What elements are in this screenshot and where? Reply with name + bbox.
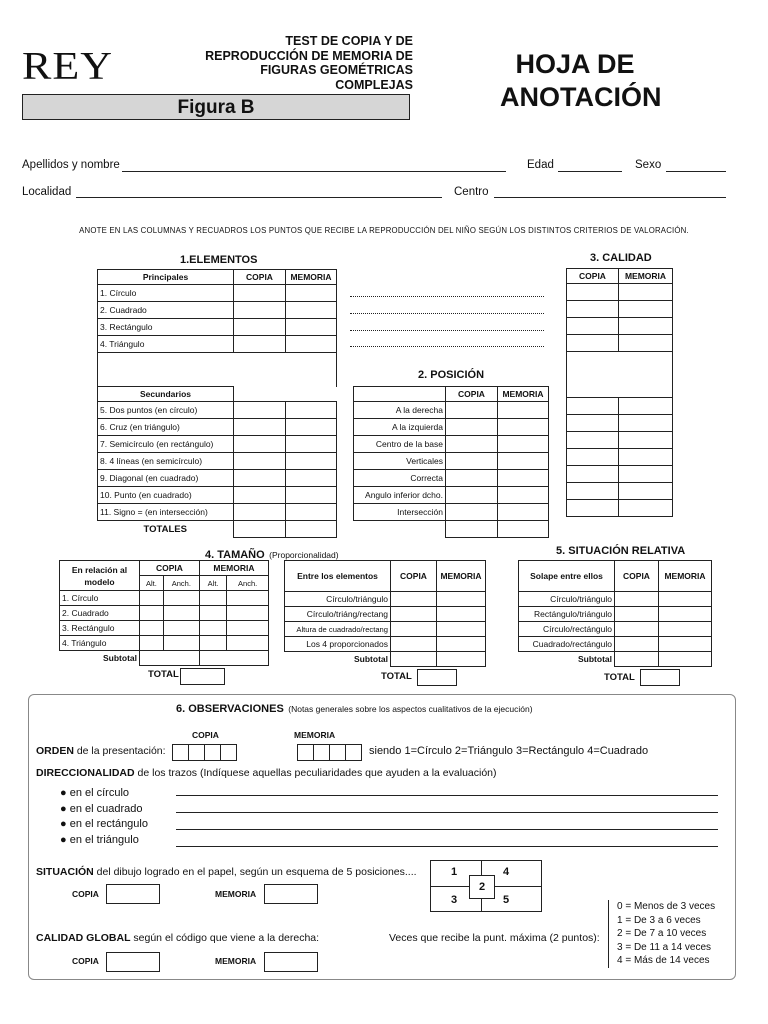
cell-copia[interactable]: [391, 622, 437, 637]
total-copia[interactable]: [446, 521, 498, 538]
spacer-row: [98, 353, 337, 387]
table-row-label: 3. Rectángulo: [60, 621, 140, 636]
orden-label: ORDEN de la presentación:: [36, 745, 166, 757]
position-2: 2: [469, 875, 495, 899]
sit-copia-label: COPIA: [72, 889, 99, 899]
field-label-sexo: Sexo: [635, 159, 662, 171]
cell-copia[interactable]: [446, 436, 498, 453]
field-centro[interactable]: [494, 197, 726, 198]
table-row-label: 6. Cruz (en triángulo): [98, 419, 234, 436]
cell-memoria[interactable]: [619, 301, 673, 318]
subtotal-memoria[interactable]: [659, 652, 712, 667]
orden-note: siendo 1=Círculo 2=Triángulo 3=Rectángulo 4=Cuadrado: [369, 745, 649, 757]
col-memoria: MEMORIA: [619, 269, 673, 284]
cell-memoria[interactable]: [437, 622, 486, 637]
tamano-elem-total-box[interactable]: [417, 669, 457, 686]
tamano-modelo-table: [59, 560, 269, 666]
cell[interactable]: [227, 606, 269, 621]
list-item: 1 = De 3 a 6 veces: [617, 914, 701, 926]
sit-memoria-box[interactable]: [264, 884, 318, 904]
tamano-total-box[interactable]: [180, 668, 225, 685]
field-edad[interactable]: [558, 171, 622, 172]
spacer-cell: [567, 352, 673, 398]
cell-copia[interactable]: [234, 436, 286, 453]
cell[interactable]: [227, 621, 269, 636]
subtotal-copia[interactable]: [391, 652, 437, 667]
col-alt: Alt.: [140, 576, 164, 591]
cell[interactable]: [199, 621, 226, 636]
cell-copia[interactable]: [234, 336, 286, 353]
cell-memoria[interactable]: [498, 487, 549, 504]
cell-memoria[interactable]: [619, 284, 673, 301]
cell[interactable]: [140, 621, 164, 636]
field-label-centro: Centro: [454, 186, 489, 198]
table-row-label: Altura de cuadrado/rectang: [285, 622, 391, 637]
table-row-label: 9. Diagonal (en cuadrado): [98, 470, 234, 487]
tamano-elem-total-label: TOTAL: [381, 671, 412, 682]
tamano-subtitle: (Proporcionalidad): [269, 550, 339, 560]
total-memoria[interactable]: [498, 521, 549, 538]
list-item: 2 = De 7 a 10 veces: [617, 928, 707, 939]
cell-memoria[interactable]: [498, 419, 549, 436]
cell-copia[interactable]: [567, 318, 619, 335]
cell-memoria[interactable]: [286, 285, 337, 302]
cell[interactable]: [163, 621, 199, 636]
col-memoria: MEMORIA: [199, 561, 268, 576]
position-5: 5: [503, 894, 510, 906]
cell-copia[interactable]: [567, 466, 619, 483]
line-rectangulo[interactable]: [176, 829, 718, 830]
cell[interactable]: [140, 636, 164, 651]
table-row-label: 7. Semicírculo (en rectángulo): [98, 436, 234, 453]
cell-copia[interactable]: [234, 319, 286, 336]
cell-copia[interactable]: [615, 637, 659, 652]
calidad-table: [566, 268, 673, 517]
table-row-label: Cuadrado/rectángulo: [519, 637, 615, 652]
cell-memoria[interactable]: [619, 500, 673, 517]
sheet-title: HOJA DE ANOTACIÓN: [500, 49, 662, 112]
sit-memoria-label: MEMORIA: [215, 889, 257, 899]
cell-memoria[interactable]: [619, 415, 673, 432]
total-memoria[interactable]: [286, 521, 337, 538]
cell-memoria[interactable]: [286, 436, 337, 453]
cal-memoria-box[interactable]: [264, 952, 318, 972]
field-localidad[interactable]: [76, 197, 442, 198]
subtotal-memoria[interactable]: [437, 652, 486, 667]
cell-memoria[interactable]: [619, 335, 673, 352]
cell-copia[interactable]: [615, 592, 659, 607]
cell-memoria[interactable]: [286, 453, 337, 470]
direccionalidad-label: DIRECCIONALIDAD de los trazos (Indíquese aquellas peculiaridades que ayuden a la evaluación): [36, 767, 497, 779]
tamano-title: 4. TAMAÑO: [205, 549, 265, 561]
cell-memoria[interactable]: [619, 432, 673, 449]
field-label-edad: Edad: [527, 159, 554, 171]
cell-copia[interactable]: [234, 402, 286, 419]
secundarios-header: Secundarios: [98, 387, 234, 402]
sit-copia-box[interactable]: [106, 884, 160, 904]
col-anch: Anch.: [227, 576, 269, 591]
col-alt: Alt.: [199, 576, 226, 591]
situacion-total-box[interactable]: [640, 669, 680, 686]
cell-memoria[interactable]: [286, 302, 337, 319]
field-label-localidad: Localidad: [22, 186, 72, 198]
list-item: 4 = Más de 14 veces: [617, 955, 710, 966]
list-item: ● en el rectángulo: [60, 818, 148, 830]
direccionalidad-list: [60, 786, 148, 848]
subtotal-memoria[interactable]: [199, 651, 268, 666]
cell-memoria[interactable]: [286, 319, 337, 336]
dotted-line: [350, 330, 544, 331]
situacion-total-label: TOTAL: [604, 672, 635, 683]
blank: [234, 387, 286, 402]
subtotal-copia[interactable]: [140, 651, 200, 666]
cell-copia[interactable]: [567, 449, 619, 466]
subtotal-label: Subtotal: [354, 654, 388, 665]
cell-copia[interactable]: [446, 402, 498, 419]
subtotal-label: Subtotal: [103, 653, 137, 664]
orden-copia-label: COPIA: [192, 730, 219, 740]
cell-memoria[interactable]: [286, 336, 337, 353]
table-row-label: Círculo/triángulo: [519, 592, 615, 607]
cell-copia[interactable]: [446, 453, 498, 470]
cell-copia[interactable]: [234, 504, 286, 521]
cell-copia[interactable]: [234, 285, 286, 302]
cell[interactable]: [199, 591, 226, 606]
tamano-total-label: TOTAL: [148, 669, 179, 680]
cell-memoria[interactable]: [659, 637, 712, 652]
tamano-elementos-table: [284, 560, 486, 667]
line-triangulo[interactable]: [176, 846, 718, 847]
table-row-label: 2. Cuadrado: [60, 606, 140, 621]
observaciones-title-wrap: [176, 699, 533, 717]
table-row-label: Correcta: [354, 470, 446, 487]
table-row-label: 4. Triángulo: [60, 636, 140, 651]
list-item: ● en el círculo: [60, 787, 130, 799]
cell-memoria[interactable]: [437, 592, 486, 607]
cell-memoria[interactable]: [286, 487, 337, 504]
cell[interactable]: [140, 606, 164, 621]
table-row-label: Centro de la base: [354, 436, 446, 453]
cal-memoria-label: MEMORIA: [215, 956, 257, 966]
veces-label: Veces que recibe la punt. máxima (2 puntos):: [389, 932, 600, 944]
observaciones-subtitle: (Notas generales sobre los aspectos cualitativos de la ejecución): [288, 704, 533, 714]
table-row-label: A la izquierda: [354, 419, 446, 436]
cell[interactable]: [163, 636, 199, 651]
cell-copia[interactable]: [567, 335, 619, 352]
table-row-label: 11. Signo = (en intersección): [98, 504, 234, 521]
list-item: 3 = De 11 a 14 veces: [617, 941, 712, 953]
table-row-label: 5. Dos puntos (en círculo): [98, 402, 234, 419]
col-anch: Anch.: [163, 576, 199, 591]
cell-memoria[interactable]: [437, 637, 486, 652]
cell-memoria[interactable]: [498, 436, 549, 453]
table-row-label: Círculo/triáng/rectang: [285, 607, 391, 622]
field-apellidos[interactable]: [122, 171, 506, 172]
cell-copia[interactable]: [446, 470, 498, 487]
line-cuadrado[interactable]: [176, 812, 718, 813]
position-4: 4: [503, 866, 510, 878]
cell-memoria[interactable]: [286, 470, 337, 487]
cell[interactable]: [199, 636, 226, 651]
table-row-label: Círculo/triángulo: [285, 592, 391, 607]
cell-memoria[interactable]: [619, 449, 673, 466]
subtotal-label: Subtotal: [578, 654, 612, 665]
cell-copia[interactable]: [567, 415, 619, 432]
totales-label: TOTALES: [143, 523, 187, 535]
field-sexo[interactable]: [666, 171, 726, 172]
orden-copia-boxes[interactable]: [172, 744, 236, 761]
dotted-line: [350, 296, 544, 297]
table-row-label: Intersección: [354, 504, 446, 521]
cell-copia[interactable]: [234, 302, 286, 319]
cell-memoria[interactable]: [619, 483, 673, 500]
blank: [286, 387, 337, 402]
dotted-line: [350, 346, 544, 347]
observaciones-title: 6. OBSERVACIONES: [176, 703, 284, 715]
cell-copia[interactable]: [615, 622, 659, 637]
col-copia: COPIA: [140, 561, 200, 576]
cell-copia[interactable]: [446, 419, 498, 436]
orden-memoria-label: MEMORIA: [294, 730, 336, 740]
cell-copia[interactable]: [567, 398, 619, 415]
calidad-code-list: [608, 900, 715, 968]
cell-copia[interactable]: [615, 607, 659, 622]
col-memoria: MEMORIA: [437, 561, 486, 592]
col-copia: COPIA: [391, 561, 437, 592]
elem-header: Entre los elementos: [285, 561, 391, 592]
cell-copia[interactable]: [234, 453, 286, 470]
calidad-global-label: CALIDAD GLOBAL según el código que viene a la derecha:: [36, 932, 320, 944]
cell[interactable]: [199, 606, 226, 621]
cell-copia[interactable]: [391, 592, 437, 607]
table-row-label: Los 4 proporcionados: [285, 637, 391, 652]
cell-copia[interactable]: [234, 470, 286, 487]
solape-header: Solape entre ellos: [519, 561, 615, 592]
cell[interactable]: [163, 606, 199, 621]
cell-memoria[interactable]: [286, 402, 337, 419]
figure-label: Figura B: [22, 94, 410, 120]
cell-memoria[interactable]: [286, 504, 337, 521]
table-row-label: 1. Círculo: [60, 591, 140, 606]
cell[interactable]: [163, 591, 199, 606]
col-memoria: MEMORIA: [286, 270, 337, 285]
line-circulo[interactable]: [176, 795, 718, 796]
cell-copia[interactable]: [567, 301, 619, 318]
cell-copia[interactable]: [391, 637, 437, 652]
cell-memoria[interactable]: [619, 318, 673, 335]
posicion-table: [353, 386, 549, 538]
cell-memoria[interactable]: [286, 419, 337, 436]
table-row-label: Angulo inferior dcho.: [354, 487, 446, 504]
cell-memoria[interactable]: [498, 402, 549, 419]
cell-copia[interactable]: [234, 487, 286, 504]
cell-memoria[interactable]: [437, 607, 486, 622]
position-1: 1: [451, 866, 458, 878]
cell[interactable]: [227, 636, 269, 651]
table-row-label: Verticales: [354, 453, 446, 470]
table-row-label: 4. Triángulo: [98, 336, 234, 353]
cell-memoria[interactable]: [659, 622, 712, 637]
col-copia: COPIA: [446, 387, 498, 402]
col-copia: COPIA: [615, 561, 659, 592]
table-row-label: 2. Cuadrado: [98, 302, 234, 319]
table-row-label: Círculo/rectángulo: [519, 622, 615, 637]
position-3: 3: [451, 894, 458, 906]
situacion-obs-label: SITUACIÓN del dibujo logrado en el papel, según un esquema de 5 posiciones....: [36, 866, 417, 878]
cell-memoria[interactable]: [619, 466, 673, 483]
cell-memoria[interactable]: [498, 470, 549, 487]
table-row-label: 3. Rectángulo: [98, 319, 234, 336]
subtotal-copia[interactable]: [615, 652, 659, 667]
cell-copia[interactable]: [446, 504, 498, 521]
calidad-title: 3. CALIDAD: [590, 252, 652, 264]
cell-memoria[interactable]: [659, 592, 712, 607]
principales-header: Principales: [98, 270, 234, 285]
orden-memoria-boxes[interactable]: [297, 744, 361, 761]
position-scheme: [430, 860, 542, 912]
cell-copia[interactable]: [567, 432, 619, 449]
cell-memoria[interactable]: [498, 504, 549, 521]
table-row-label: 1. Círculo: [98, 285, 234, 302]
list-item: ● en el cuadrado: [60, 802, 143, 815]
elementos-secundarios-table: [97, 386, 337, 538]
rel-header: En relación al modelo: [60, 561, 140, 591]
cell-copia[interactable]: [567, 284, 619, 301]
cal-copia-box[interactable]: [106, 952, 160, 972]
cell-copia[interactable]: [567, 483, 619, 500]
cell-memoria[interactable]: [498, 453, 549, 470]
col-memoria: MEMORIA: [498, 387, 549, 402]
cell-memoria[interactable]: [619, 398, 673, 415]
field-label-apellidos: Apellidos y nombre: [22, 159, 120, 171]
table-row-label: Rectángulo/triángulo: [519, 607, 615, 622]
table-row-label: A la derecha: [354, 402, 446, 419]
cal-copia-label: COPIA: [72, 956, 99, 966]
cell-copia[interactable]: [391, 607, 437, 622]
cell[interactable]: [140, 591, 164, 606]
col-memoria: MEMORIA: [659, 561, 712, 592]
col-copia: COPIA: [567, 269, 619, 284]
cell-copia[interactable]: [567, 500, 619, 517]
elementos-principales-table: [97, 269, 337, 387]
posicion-title: 2. POSICIÓN: [418, 369, 485, 381]
col-copia: COPIA: [234, 270, 286, 285]
cell-copia[interactable]: [446, 487, 498, 504]
cell-copia[interactable]: [234, 419, 286, 436]
elementos-title: 1.ELEMENTOS: [180, 254, 258, 266]
list-item: ● en el triángulo: [60, 833, 139, 846]
situacion-table: [518, 560, 712, 667]
table-row-label: 10. Punto (en cuadrado): [98, 487, 234, 504]
blank: [354, 521, 446, 538]
brand-logo: REY: [22, 43, 113, 88]
dotted-line: [350, 313, 544, 314]
test-title: TEST DE COPIA Y DE REPRODUCCIÓN DE MEMORIA DE FIGURAS GEOMÉTRICAS COMPLEJAS: [205, 34, 413, 92]
instruction-text: ANOTE EN LAS COLUMNAS Y RECUADROS LOS PUNTOS QUE RECIBE LA REPRODUCCIÓN DEL NIÑO SEGÚN LOS DISTINTOS CRITERIOS DE VALORACIÓN.: [79, 226, 689, 235]
table-row-label: 8. 4 líneas (en semicírculo): [98, 453, 234, 470]
cell-memoria[interactable]: [659, 607, 712, 622]
total-copia[interactable]: [234, 521, 286, 538]
blank: [354, 387, 446, 402]
cell[interactable]: [227, 591, 269, 606]
list-item: 0 = Menos de 3 veces: [617, 901, 716, 912]
situacion-title: 5. SITUACIÓN RELATIVA: [556, 545, 686, 557]
